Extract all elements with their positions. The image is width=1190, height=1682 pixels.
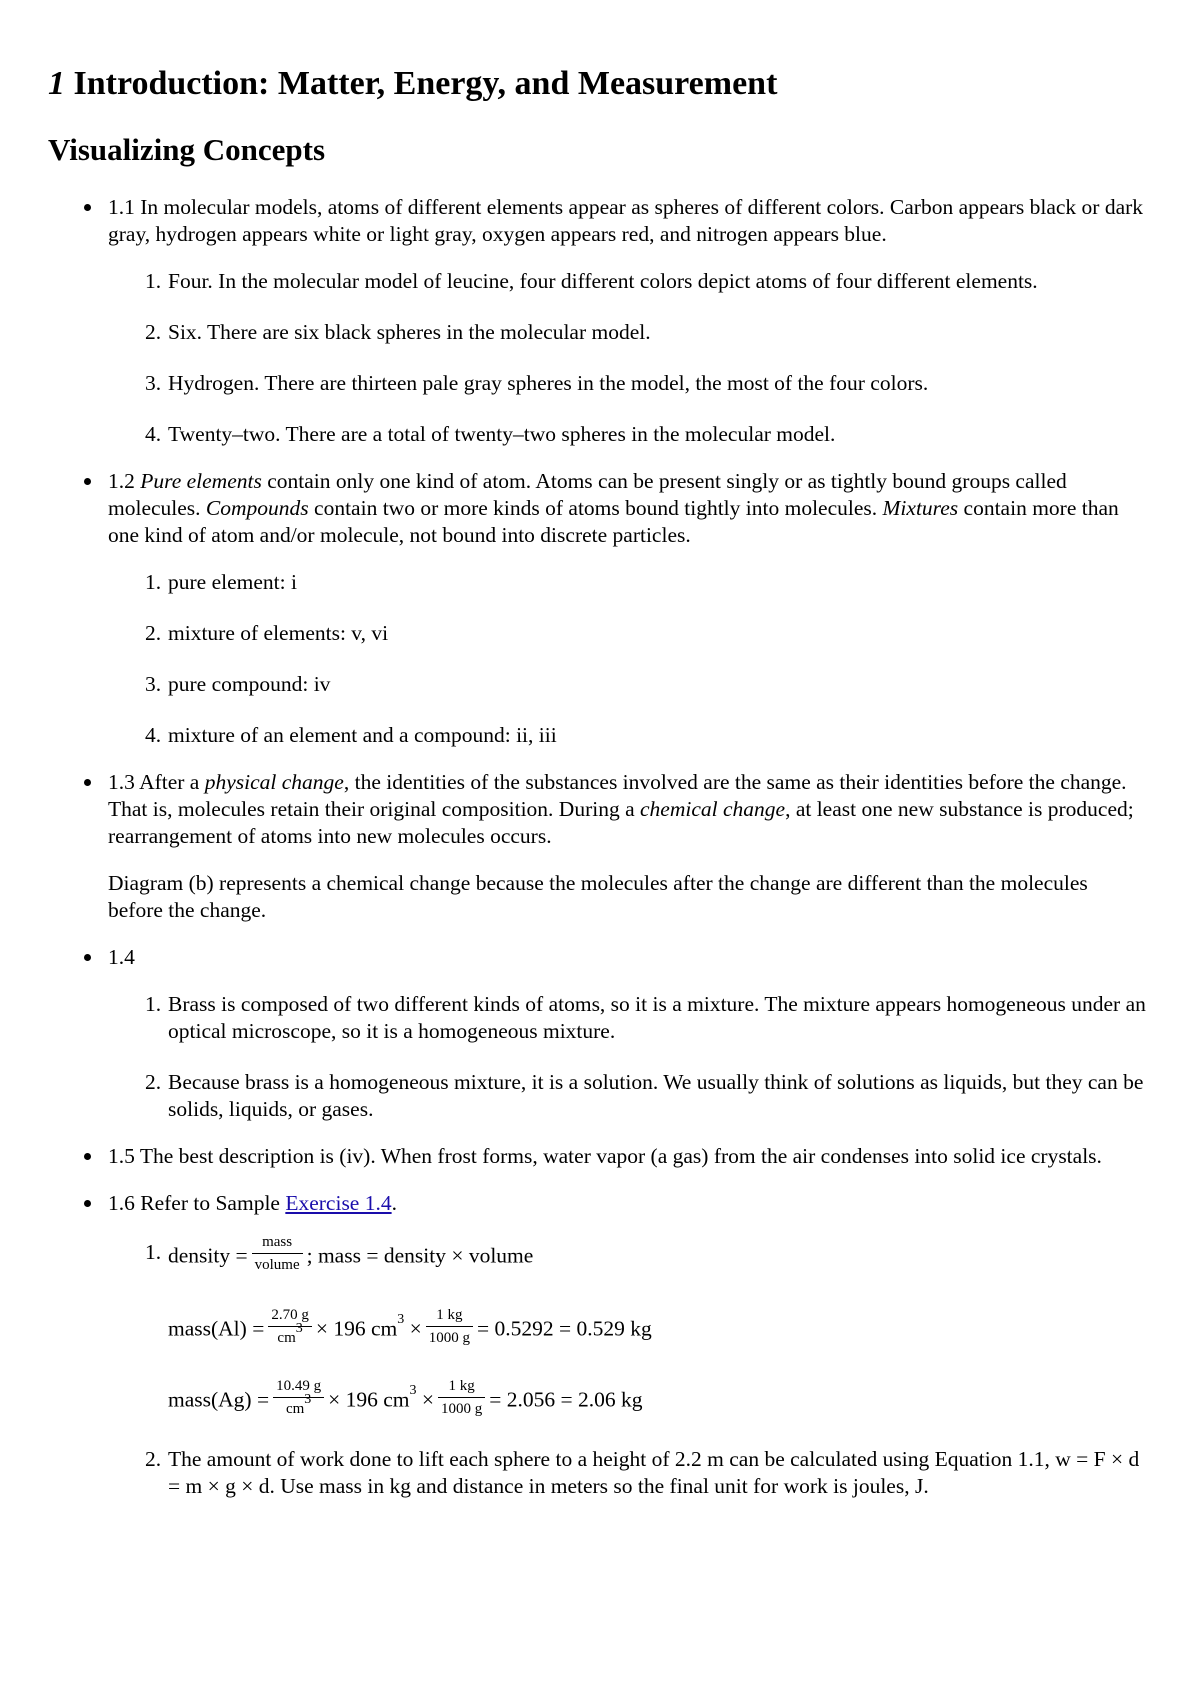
item-number: 1. <box>145 992 162 1016</box>
mass-al-equation <box>168 1307 1148 1351</box>
text-run: contain two or more kinds of atoms bound tightly into molecules. <box>308 496 883 520</box>
text-run: 1.2 <box>108 469 141 493</box>
exercise-1-5-text: 1.5 The best description is (iv). When frost forms, water vapor (a gas) from the air condenses into solid ice crystals. <box>108 1144 1102 1168</box>
exercise-1-4-link[interactable]: Exercise 1.4 <box>285 1191 392 1215</box>
exponent: 3 <box>409 1383 417 1399</box>
exponent: 3 <box>295 1321 303 1336</box>
times-sign: × <box>421 1387 435 1412</box>
exponent: 3 <box>304 1392 312 1407</box>
item-text: Because brass is a homogeneous mixture, it is a solution. We usually think of solutions as liquids, but they can be solids, liquids, or gases. <box>168 1070 1144 1121</box>
term-physical-change: physical change <box>204 770 344 794</box>
item-number: 2. <box>145 1447 162 1471</box>
fraction-denominator: 1000 g <box>428 1330 470 1346</box>
exercise-1-2-answers <box>108 569 1148 749</box>
item-text: pure compound: iv <box>168 672 331 696</box>
equation-term: × 196 cm <box>328 1387 410 1412</box>
text-run: . <box>391 1191 397 1215</box>
exercise-1-3-text <box>108 770 1134 848</box>
item-text: The amount of work done to lift each sphere to a height of 2.2 m can be calculated using Equation 1.1, w = F × d = m × g × d. Use mass in kg and distance in meters so the final unit for work is joules, J. <box>168 1447 1140 1498</box>
item-text: Twenty–two. There are a total of twenty–two spheres in the molecular model. <box>168 422 836 446</box>
exercise-1-5 <box>108 1143 1148 1170</box>
exercise-1-1-text: 1.1 In molecular models, atoms of different elements appear as spheres of different colors. Carbon appears black or dark gray, hydrogen appears white or light gray, oxygen appears red, and nitrogen appears blue. <box>108 195 1144 246</box>
exercise-1-4 <box>108 944 1148 1123</box>
text-run: , at least one new substance is produced; rearrangement of atoms into new molecules occurs. <box>108 797 1134 848</box>
item-text: Hydrogen. There are thirteen pale gray spheres in the model, the most of the four colors. <box>168 371 929 395</box>
list-item <box>145 1446 1148 1500</box>
exercise-1-2 <box>108 468 1148 749</box>
exercise-list <box>48 194 1148 1500</box>
equation-result: = 2.056 = 2.06 kg <box>489 1387 643 1412</box>
list-item <box>145 620 1148 647</box>
equation-result: = 0.5292 = 0.529 kg <box>477 1316 652 1341</box>
list-item <box>145 421 1148 448</box>
text-run: , the identities of the substances involved are the same as their identities before the change. That is, molecules retain their original composition. During a <box>108 770 1127 821</box>
exercise-1-1-answers <box>108 268 1148 448</box>
density-equation <box>168 1234 1148 1278</box>
chapter-number: 1 <box>48 65 65 102</box>
list-item <box>145 569 1148 596</box>
list-item <box>145 268 1148 295</box>
item-text: Six. There are six black spheres in the molecular model. <box>168 320 651 344</box>
item-number: 1. <box>145 570 162 594</box>
list-item <box>145 319 1148 346</box>
list-item <box>145 1069 1148 1123</box>
item-number: 1. <box>145 1240 162 1264</box>
mass-ag-equation <box>168 1378 1148 1422</box>
text-run: contain more than one kind of atom and/or molecule, not bound into discrete particles. <box>108 496 1119 547</box>
chapter-title <box>48 64 1148 104</box>
text-run: contain only one kind of atom. Atoms can be present singly or as tightly bound groups called molecules. <box>108 469 1067 520</box>
fraction-numerator: 2.70 g <box>268 1306 312 1327</box>
exponent: 3 <box>397 1312 405 1328</box>
term-mixtures: Mixtures <box>882 496 959 520</box>
exercise-1-1 <box>108 194 1148 448</box>
item-number: 4. <box>145 723 162 747</box>
equation-lhs: mass(Ag) = <box>168 1387 270 1412</box>
fraction <box>273 1377 324 1418</box>
section-heading: Visualizing Concepts <box>48 132 326 167</box>
fraction <box>426 1306 473 1347</box>
item-number: 2. <box>145 621 162 645</box>
item-text: Four. In the molecular model of leucine, four different colors depict atoms of four different elements. <box>168 269 1038 293</box>
exercise-1-6-text <box>108 1191 397 1215</box>
item-text: mixture of an element and a compound: ii, iii <box>168 723 557 747</box>
list-item <box>145 671 1148 698</box>
document-page <box>48 64 1148 1520</box>
item-number: 3. <box>145 672 162 696</box>
list-item <box>145 991 1148 1045</box>
fraction <box>268 1306 312 1347</box>
text-run: 1.6 Refer to Sample <box>108 1191 286 1215</box>
exercise-1-3-answer: Diagram (b) represents a chemical change because the molecules after the change are different than the molecules before the change. <box>108 871 1088 922</box>
term-compounds: Compounds <box>205 496 309 520</box>
chapter-title-text: Introduction: Matter, Energy, and Measurement <box>73 65 778 102</box>
item-number: 2. <box>145 1070 162 1094</box>
item-number: 2. <box>145 320 162 344</box>
fraction-denominator <box>273 1392 324 1418</box>
list-item <box>145 370 1148 397</box>
equation-term: × 196 cm <box>315 1316 398 1341</box>
term-chemical-change: chemical change <box>640 797 786 821</box>
equation-rhs: ; mass = density × volume <box>306 1243 534 1268</box>
term-pure-elements: Pure elements <box>140 469 262 493</box>
fraction <box>252 1233 303 1274</box>
text-run: 1.3 After a <box>108 770 205 794</box>
item-text: pure element: i <box>168 570 297 594</box>
unit: cm <box>285 1401 305 1417</box>
exercise-1-3 <box>108 769 1148 924</box>
equation-lhs: mass(Al) = <box>168 1316 265 1341</box>
item-number: 3. <box>145 371 162 395</box>
fraction-denominator <box>268 1321 312 1347</box>
list-item <box>145 722 1148 749</box>
item-number: 1. <box>145 269 162 293</box>
item-text: Brass is composed of two different kinds of atoms, so it is a mixture. The mixture appears homogeneous under an optical microscope, so it is a homogeneous mixture. <box>168 992 1146 1043</box>
fraction-denominator: volume <box>254 1257 300 1273</box>
exercise-1-2-text <box>108 469 1119 547</box>
exercise-1-4-answers <box>108 991 1148 1123</box>
item-text: mixture of elements: v, vi <box>168 621 389 645</box>
fraction <box>438 1377 485 1418</box>
fraction-numerator: 1 kg <box>438 1377 485 1398</box>
fraction-numerator: mass <box>252 1233 303 1254</box>
unit: cm <box>277 1330 296 1346</box>
exercise-1-6-answers <box>108 1234 1148 1500</box>
fraction-numerator: 1 kg <box>426 1306 473 1327</box>
item-number: 4. <box>145 422 162 446</box>
fraction-denominator: 1000 g <box>441 1401 483 1417</box>
list-item <box>145 1234 1148 1422</box>
exercise-1-6 <box>108 1190 1148 1500</box>
exercise-1-4-text: 1.4 <box>108 945 135 969</box>
times-sign: × <box>409 1316 422 1341</box>
fraction-numerator: 10.49 g <box>273 1377 324 1398</box>
equation-lhs: density = <box>168 1243 248 1268</box>
